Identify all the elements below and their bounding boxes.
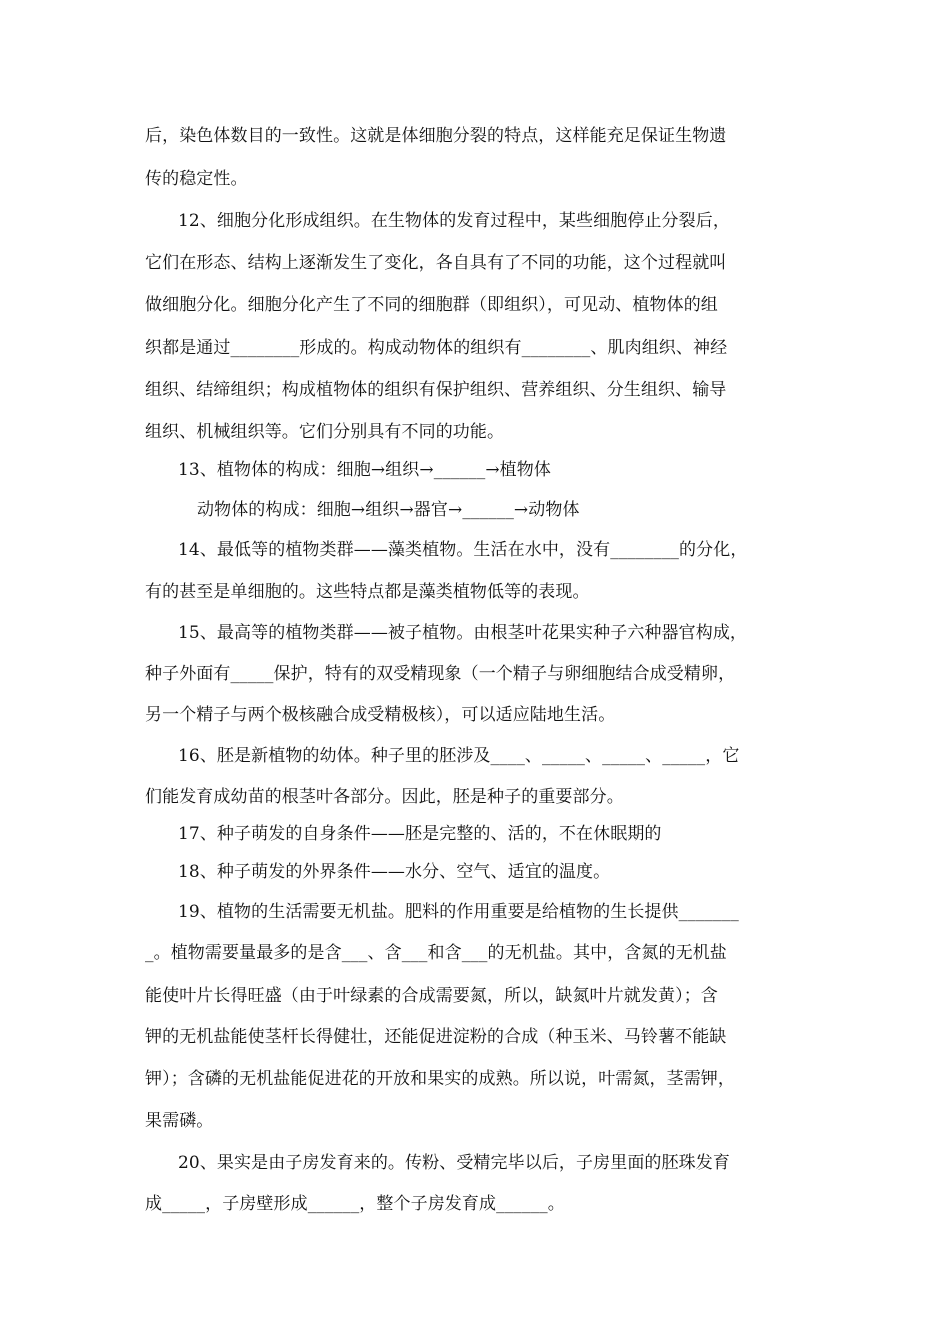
item-18-heading: 18、种子萌发的外界条件——水分、空气、适宜的温度。 <box>178 862 611 882</box>
item-16-heading: 16、胚是新植物的幼体。种子里的胚涉及____、_____、_____、_____，它 <box>178 746 740 766</box>
text-line: 做细胞分化。细胞分化产生了不同的细胞群（即组织），可见动、植物体的组 <box>145 295 718 315</box>
text-line: 果需磷。 <box>145 1111 214 1131</box>
text-line: 后，染色体数目的一致性。这就是体细胞分裂的特点，这样能充足保证生物遗 <box>145 126 727 146</box>
text-line: 它们在形态、结构上逐渐发生了变化，各自具有了不同的功能，这个过程就叫 <box>145 253 727 273</box>
text-line: 钾）；含磷的无机盐能促进花的开放和果实的成熟。所以说，叶需氮，茎需钾， <box>145 1069 735 1089</box>
text-line: 组织、结缔组织；构成植物体的组织有保护组织、营养组织、分生组织、输导 <box>145 380 727 400</box>
text-line: 成_____，子房壁形成______，整个子房发育成______。 <box>145 1194 565 1214</box>
item-20-heading: 20、果实是由子房发育来的。传粉、受精完毕以后，子房里面的胚珠发育 <box>178 1153 730 1173</box>
text-line: 有的甚至是单细胞的。这些特点都是藻类植物低等的表现。 <box>145 582 590 602</box>
item-14-heading: 14、最低等的植物类群——藻类植物。生活在水中，没有________的分化， <box>178 540 748 560</box>
item-15-heading: 15、最高等的植物类群——被子植物。由根茎叶花果实种子六种器官构成， <box>178 623 748 643</box>
text-line: 组织、机械组织等。它们分别具有不同的功能。 <box>145 422 505 442</box>
text-line: 钾的无机盐能使茎杆长得健壮，还能促进淀粉的合成（种玉米、马铃薯不能缺 <box>145 1027 727 1047</box>
item-19-heading: 19、植物的生活需要无机盐。肥料的作用重要是给植物的生长提供_______ <box>178 902 739 922</box>
text-line: 动物体的构成：细胞→组织→器官→______→动物体 <box>197 500 580 520</box>
item-12-heading: 12、细胞分化形成组织。在生物体的发育过程中，某些细胞停止分裂后， <box>178 211 730 231</box>
item-13-heading: 13、植物体的构成：细胞→组织→______→植物体 <box>178 460 551 480</box>
text-line: 织都是通过________形成的。构成动物体的组织有________、肌肉组织、神经 <box>145 338 728 358</box>
item-17-heading: 17、种子萌发的自身条件——胚是完整的、活的，不在休眠期的 <box>178 824 662 844</box>
text-line: _。植物需要量最多的是含___、含___和含___的无机盐。其中，含氮的无机盐 <box>145 943 727 963</box>
text-line: 传的稳定性。 <box>145 169 248 189</box>
text-line: 们能发育成幼苗的根茎叶各部分。因此，胚是种子的重要部分。 <box>145 787 624 807</box>
text-line: 另一个精子与两个极核融合成受精极核），可以适应陆地生活。 <box>145 705 616 725</box>
text-line: 种子外面有_____保护，特有的双受精现象（一个精子与卵细胞结合成受精卵， <box>145 664 736 684</box>
text-line: 能使叶片长得旺盛（由于叶绿素的合成需要氮，所以，缺氮叶片就发黄）；含 <box>145 986 718 1006</box>
